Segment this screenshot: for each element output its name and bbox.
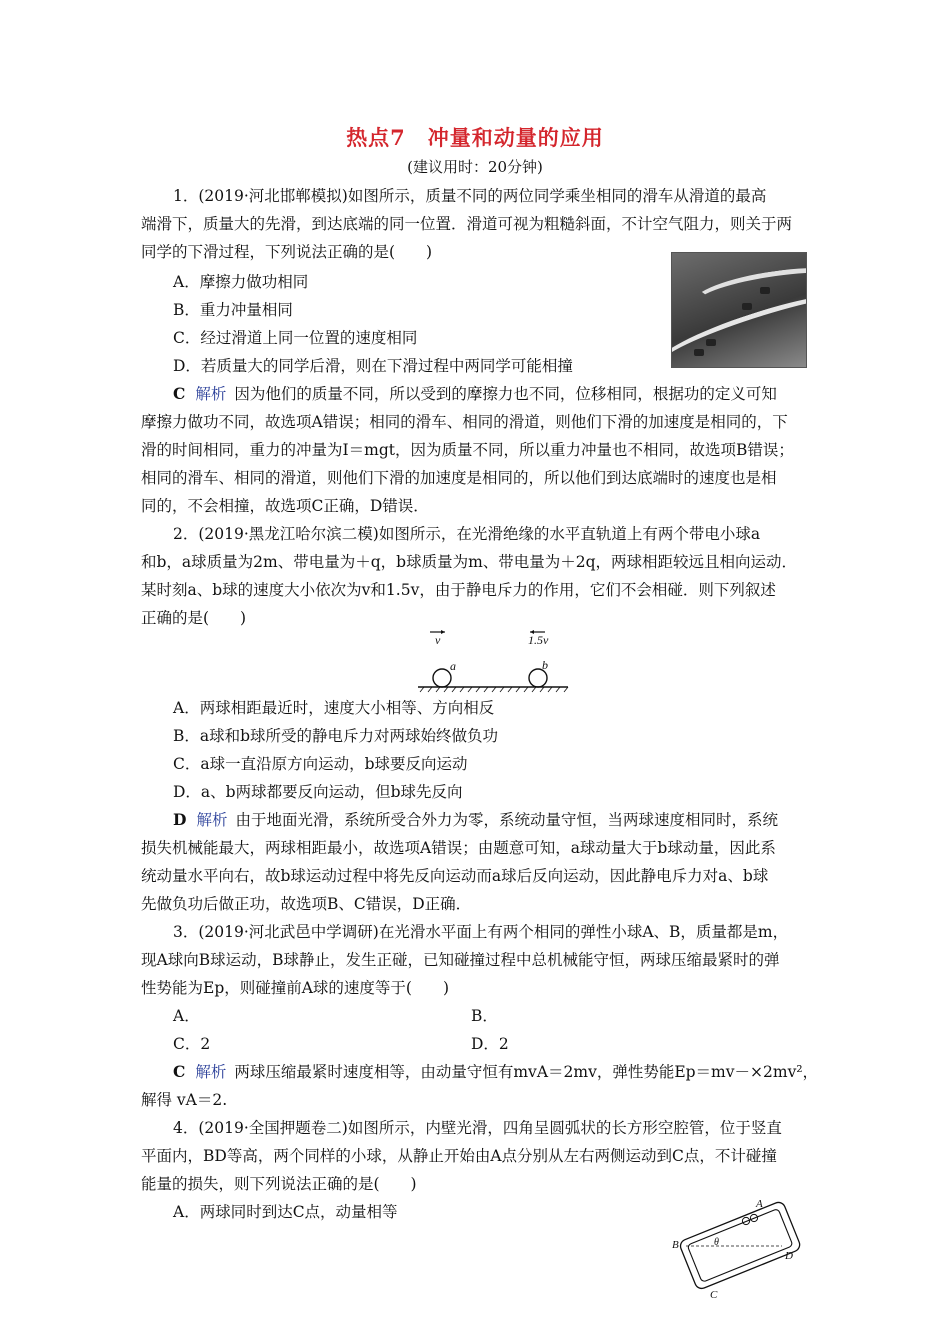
q2-option-a: A．两球相距最近时，速度大小相等、方向相反 [173, 699, 495, 717]
q4-line: 4．(2019·全国押题卷二)如图所示，内壁光滑，四角呈圆弧状的长方形空腔管，位于竖直 [173, 1119, 782, 1137]
point-d-label: D [785, 1250, 793, 1262]
q2-analysis-line: 损失机械能最大，两球相距最小，故选项A错误；由题意可知，a球动量大于b球动量，因此系 [141, 839, 776, 857]
ball-b-label: b [542, 658, 548, 672]
q1-analysis-line: 同的，不会相撞，故选项C正确，D错误． [141, 497, 429, 515]
ball-a [433, 669, 451, 687]
q2-line: 某时刻a、b球的速度大小依次为v和1.5v，由于静电斥力的作用，它们不会相碰．则下列叙述 [141, 581, 776, 599]
q3-answer: C [173, 1062, 186, 1081]
q1-option-d: D．若质量大的同学后滑，则在下滑过程中两同学可能相撞 [173, 357, 573, 375]
velocity-b-label: 1.5v [528, 633, 549, 647]
q2-option-b: B．a球和b球所受的静电斥力对两球始终做负功 [173, 727, 499, 745]
q3-analysis-label: 解析 [195, 1063, 227, 1081]
q1-analysis-line: 因为他们的质量不同，所以受到的摩擦力也不同，位移相同，根据功的定义可知 [234, 385, 777, 403]
theta-label: θ [714, 1237, 719, 1248]
q3-option-a: A． [173, 1007, 200, 1025]
q1-analysis-label: 解析 [195, 385, 227, 403]
q1-analysis-first [173, 384, 777, 404]
q4-line: 能量的损失，则下列说法正确的是( ) [141, 1175, 417, 1193]
q2-line: 和b，a球质量为2m、带电量为＋q，b球质量为m、带电量为＋2q，两球相距较远且相向运动． [141, 553, 798, 571]
q2-line: 正确的是( ) [141, 609, 247, 627]
q3-line: 现A球向B球运动，B球静止，发生正碰，已知碰撞过程中总机械能守恒，两球压缩最紧时的弹 [141, 951, 780, 969]
q3-analysis-line: 解得 vA＝2. [141, 1091, 228, 1109]
q4-figure [664, 1196, 802, 1302]
q2-analysis-line: 先做负功后做正功，故选项B、C错误，D正确． [141, 895, 472, 913]
q4-option-a: A．两球同时到达C点，动量相等 [173, 1203, 398, 1221]
q1-line: 1．(2019·河北邯郸模拟)如图所示，质量不同的两位同学乘坐相同的滑车从滑道的最高 [173, 187, 767, 205]
q1-line: 同学的下滑过程，下列说法正确的是( ) [141, 243, 433, 261]
q3-line: 3．(2019·河北武邑中学调研)在光滑水平面上有两个相同的弹性小球A、B，质量都是m， [173, 923, 789, 941]
q1-option-a: A．摩擦力做功相同 [173, 273, 309, 291]
q2-option-c: C．a球一直沿原方向运动，b球要反向运动 [173, 755, 468, 773]
velocity-a-label: v [435, 633, 441, 647]
q2-answer: D [173, 810, 187, 829]
q2-analysis-line: 统动量水平向右，故b球运动过程中将先反向运动而a球后反向运动，因此静电斥力对a、b球 [141, 867, 769, 885]
q1-figure-photo [671, 252, 807, 368]
q2-analysis-label: 解析 [196, 811, 228, 829]
q1-option-b: B．重力冲量相同 [173, 301, 293, 319]
q3-option-d: D．2 [471, 1035, 509, 1053]
q3-option-b: B． [471, 1007, 498, 1025]
ball-a-label: a [450, 659, 456, 673]
q1-answer: C [173, 384, 186, 403]
point-c-label: C [710, 1289, 718, 1301]
q3-option-c: C．2 [173, 1035, 211, 1053]
tube-outer [678, 1200, 801, 1290]
q3-line: 性势能为Ep，则碰撞前A球的速度等于( ) [141, 979, 450, 997]
tube-inner [687, 1209, 793, 1283]
point-b-label: B [672, 1239, 679, 1251]
q1-analysis-line: 相同的滑车、相同的滑道，则他们下滑的加速度是相同的，所以他们到达底端时的速度也是相 [141, 469, 777, 487]
q2-figure [400, 620, 580, 695]
page-subtitle: (建议用时：20分钟) [407, 158, 543, 176]
page-title: 热点7 冲量和动量的应用 [346, 125, 604, 150]
q2-analysis-first [173, 810, 778, 830]
q1-option-c: C．经过滑道上同一位置的速度相同 [173, 329, 418, 347]
q3-analysis-line: 两球压缩最紧时速度相等，由动量守恒有mvA＝2mv，弹性势能Ep＝mv－×2mv²， [234, 1063, 819, 1081]
q2-analysis-line: 由于地面光滑，系统所受合外力为零，系统动量守恒，当两球速度相同时，系统 [235, 811, 778, 829]
q2-option-d: D．a、b两球都要反向运动，但b球先反向 [173, 783, 463, 801]
q2-line: 2．(2019·黑龙江哈尔滨二模)如图所示，在光滑绝缘的水平直轨道上有两个带电小球a [173, 525, 761, 543]
point-a-label: A [756, 1198, 763, 1210]
q3-analysis-first [173, 1062, 818, 1082]
q1-analysis-line: 滑的时间相同，重力的冲量为I＝mgt，因为质量不同，所以重力冲量也不相同，故选项B错误； [141, 441, 794, 459]
q4-line: 平面内，BD等高，两个同样的小球，从静止开始由A点分别从左右两侧运动到C点，不计碰撞 [141, 1147, 777, 1165]
q1-analysis-line: 摩擦力做功不同，故选项A错误；相同的滑车、相同的滑道，则他们下滑的加速度是相同的，下 [141, 413, 788, 431]
q1-line: 端滑下，质量大的先滑，到达底端的同一位置．滑道可视为粗糙斜面，不计空气阻力，则关于两 [141, 215, 793, 233]
